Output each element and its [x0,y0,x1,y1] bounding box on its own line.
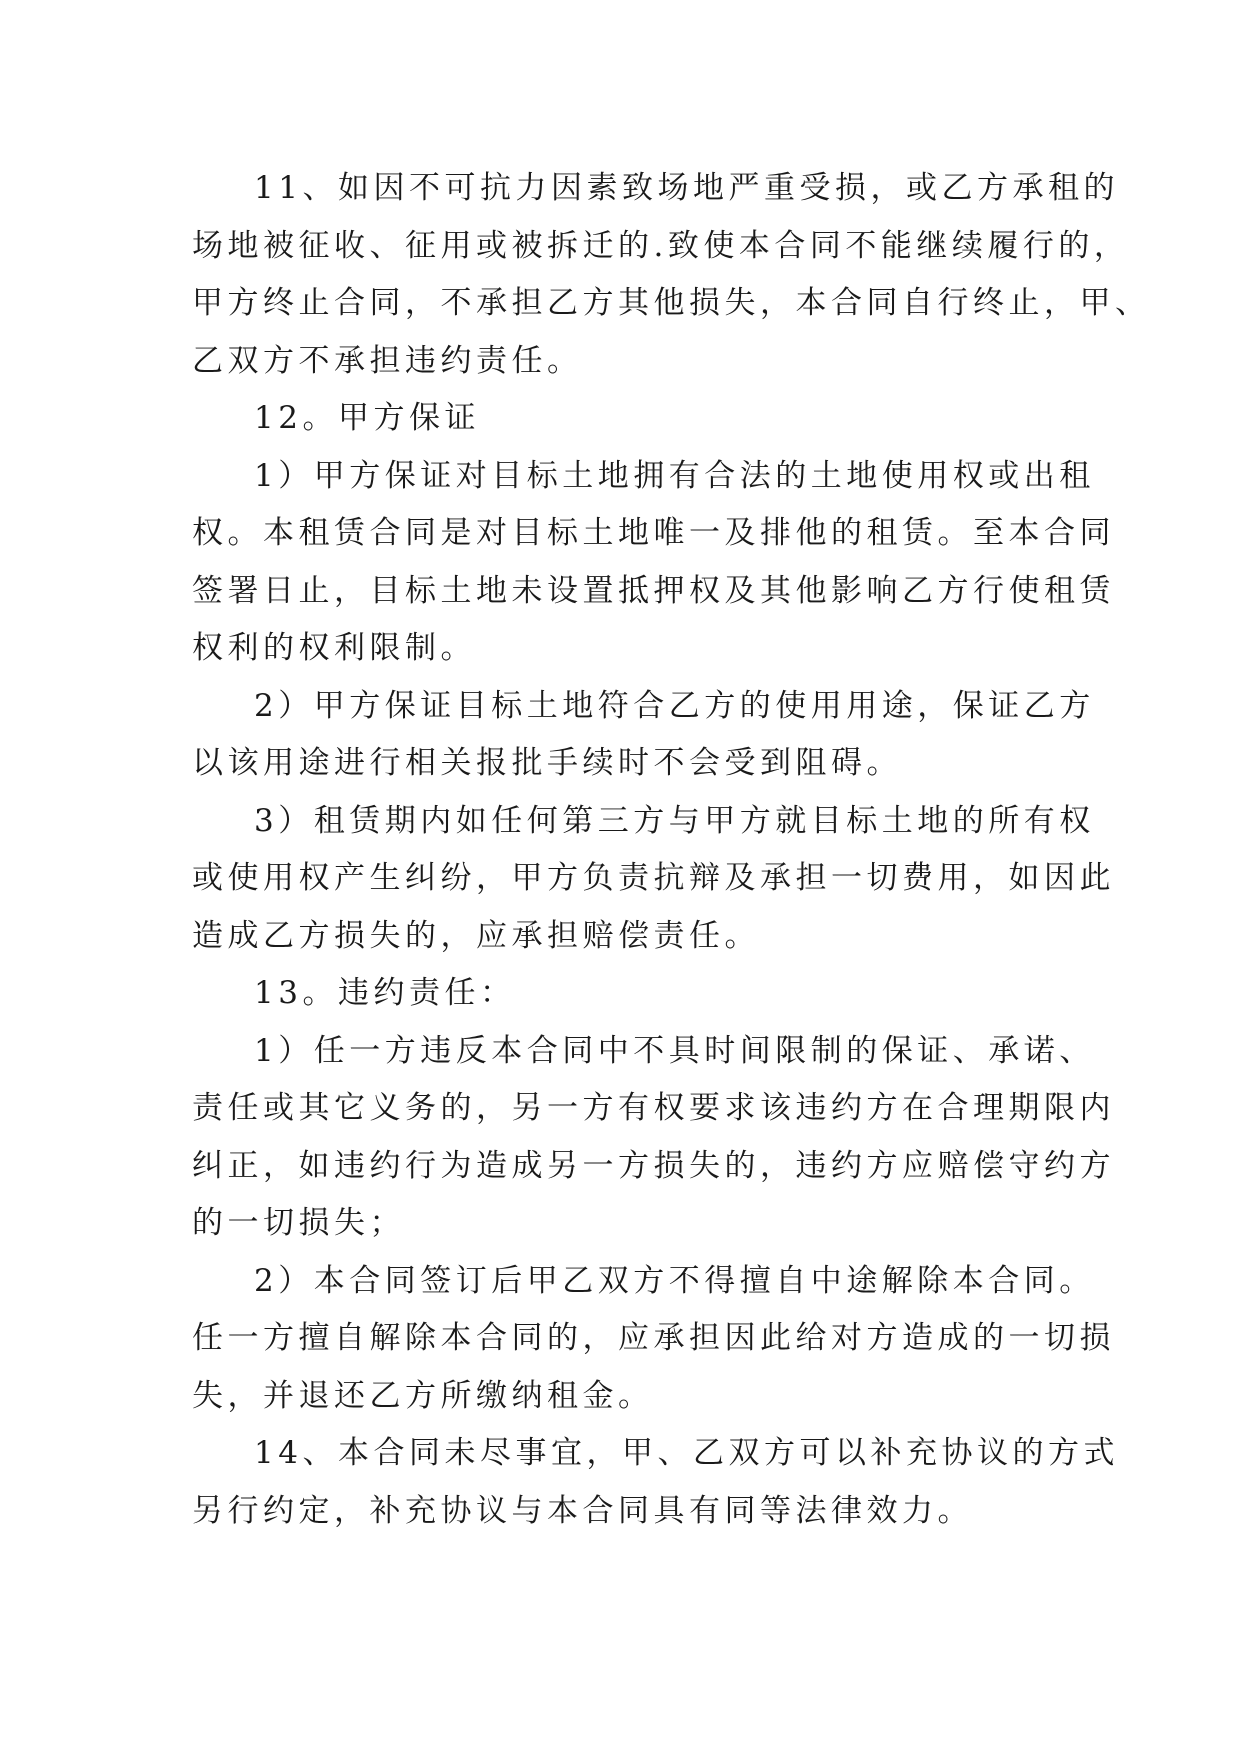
document-body [192,160,1151,1540]
clause-13-heading [192,965,1054,1023]
text-line: 权。本租赁合同是对目标土地唯一及排他的租赁。至本合同 [192,515,1115,551]
text-line: 造成乙方损失的，应承担赔偿责任。 [192,917,760,954]
text-line: 签署日止，目标土地未设置抵押权及其他影响乙方行使租赁 [192,572,1115,609]
text-line: 3）租赁期内如任何第三方与甲方就目标土地的所有权 [254,802,1095,839]
text-line: 13。违约责任： [254,975,516,1011]
text-line: 2）本合同签订后甲乙双方不得擅自中途解除本合同。 [254,1262,1095,1299]
text-line: 以该用途进行相关报批手续时不会受到阻碍。 [192,745,902,781]
text-line: 乙双方不承担违约责任。 [192,342,583,379]
text-line: 失，并退还乙方所缴纳租金。 [192,1377,654,1414]
text-line: 1）甲方保证对目标土地拥有合法的土地使用权或出租 [254,457,1095,494]
text-line: 另行约定，补充协议与本合同具有同等法律效力。 [192,1492,973,1529]
text-line: 14、本合同未尽事宜，甲、乙双方可以补充协议的方式 [254,1435,1119,1471]
text-line: 的一切损失； [192,1205,405,1241]
clause-11 [192,160,1151,390]
clause-12-item-3 [192,793,1115,966]
clause-13-item-1 [192,1023,1115,1253]
clause-12-item-1 [192,448,1115,678]
text-line: 任一方擅自解除本合同的，应承担因此给对方造成的一切损 [192,1320,1115,1356]
text-line: 或使用权产生纠纷，甲方负责抗辩及承担一切费用，如因此 [192,860,1115,896]
clause-14 [192,1425,1119,1540]
clause-12-heading [192,390,1054,448]
text-line: 场地被征收、征用或被拆迁的.致使本合同不能继续履行的， [192,227,1130,264]
text-line: 2）甲方保证目标土地符合乙方的使用用途，保证乙方 [254,687,1095,724]
text-line: 权利的权利限制。 [192,630,476,666]
clause-13-item-2 [192,1253,1115,1426]
text-line: 11、如因不可抗力因素致场地严重受损，或乙方承租的 [254,170,1119,206]
text-line: 甲方终止合同，不承担乙方其他损失，本合同自行终止，甲、 [192,285,1151,321]
text-line: 12。甲方保证 [254,400,480,436]
text-line: 责任或其它义务的，另一方有权要求该违约方在合理期限内 [192,1090,1115,1126]
text-line: 1）任一方违反本合同中不具时间限制的保证、承诺、 [254,1032,1095,1069]
clause-12-item-2 [192,678,1095,793]
text-line: 纠正，如违约行为造成另一方损失的，违约方应赔偿守约方 [192,1147,1115,1184]
